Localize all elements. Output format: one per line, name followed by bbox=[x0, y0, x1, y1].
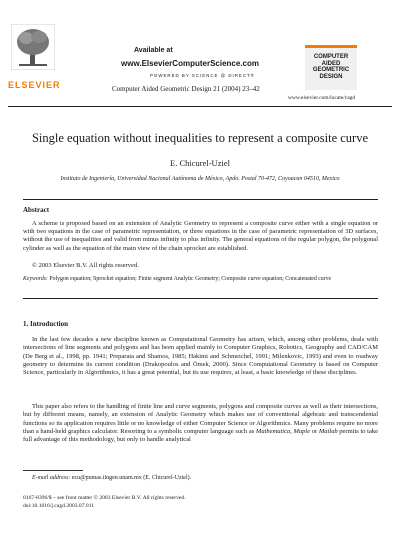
journal-cover-title: COMPUTER AIDED GEOMETRIC DESIGN bbox=[312, 54, 350, 80]
article-title: Single equation without inequalities to represent a composite curve bbox=[31, 131, 369, 145]
powered-by-label: POWERED BY SCIENCE @ DIRECT® bbox=[150, 73, 255, 78]
abstract-heading: Abstract bbox=[23, 206, 50, 214]
author-affiliation: Instituto de Ingeniería, Universidad Nacional Autónoma de México, Apdo. Postal 70-472, Coyoacan 04510, Mexico bbox=[60, 176, 340, 182]
elsevier-tree-logo bbox=[11, 24, 55, 70]
journal-citation: Computer Aided Geometric Design 21 (2004) 23–42 bbox=[112, 85, 260, 93]
intro-paragraph-2: This paper also refers to the handling of finite line and curve segments, polygons and composite curves as well as their intersections, but by different means, namely, an extension of Analytic Geometry which makes use of conventional algebraic and transcendental functions so its application requires little or no knowledge of either Computer Science or Algorithmics. Many problems require no more than a hand-held graphics calculator. Resorting to a symbolic computer language such as Mathematica, Maple or Matlab permits to take full advantage of this methodology, but only to handle analytical bbox=[23, 403, 378, 444]
doi-line[interactable]: doi:10.1016/j.cagd.2003.07.011 bbox=[23, 502, 95, 509]
software-mathematica: Mathematica bbox=[255, 428, 291, 436]
article-author: E. Chicurel-Uziel bbox=[170, 158, 230, 168]
keywords-list: Polygon equation; Sprocket equation; Finite segment Analytic Geometry; Composite curve equation; Concatenated curve bbox=[49, 276, 332, 282]
abstract-bottom-rule bbox=[23, 298, 378, 299]
issn-line: 0167-8396/$ – see front matter © 2003 Elsevier B.V. All rights reserved. bbox=[23, 495, 186, 501]
abstract-top-rule bbox=[23, 199, 378, 200]
email-address[interactable]: ecu@pumas.iingen.unam.mx (E. Chicurel-Uziel). bbox=[70, 475, 192, 481]
issn-doi-block bbox=[23, 495, 186, 510]
section-heading-introduction: 1. Introduction bbox=[23, 320, 68, 328]
header-rule bbox=[8, 106, 392, 107]
available-online-label: Available at bbox=[134, 47, 173, 54]
author-email-footnote bbox=[32, 475, 191, 481]
intro-paragraph-1: In the last few decades a new discipline known as Computational Geometry has arisen, which, among other problems, deals with intersections of line segments and polygons and has been applied mainly to Computer Graphics, Robotics, Geography and CAD/CAM (De Berg et al., 1998, pp. 1941; Preparata and Shamos, 1985; Hakimi and Schmeichel, 1991; Milenkovic, 1993) and even to roadway geometry to determine its current condition (Drakopoulos and Ömek, 2000). Since Computational Geometry is based on Computer Science, particularly in Algorithmics, it has a great potential, but its use requires, at least, a basic knowledge of these disciplines. bbox=[23, 336, 378, 377]
website-link[interactable]: www.ElsevierComputerScience.com bbox=[121, 59, 259, 68]
software-maple: Maple bbox=[293, 428, 311, 436]
footnote-rule bbox=[23, 470, 83, 471]
keywords bbox=[23, 276, 378, 284]
email-label: E-mail address: bbox=[32, 475, 71, 481]
journal-url[interactable]: www.elsevier.com/locate/cagd bbox=[288, 95, 356, 101]
keywords-label: Keywords: bbox=[23, 276, 48, 282]
abstract-body: A scheme is proposed based on an extension of Analytic Geometry to represent a composite curve either with a single equation or with two equations in the case of parametric representation, or three equations in the case of parametric representation of 3D surfaces, without the use of inequalities and valid from minus infinity to plus infinity. The general equations of the regular polygon, the polygonal cylinder as well as the equation of the main view of the chain sprocket are established. bbox=[23, 220, 378, 252]
abstract-copyright: © 2003 Elsevier B.V. All rights reserved. bbox=[32, 262, 139, 269]
publisher-logo-text: ELSEVIER bbox=[8, 80, 61, 90]
software-matlab: Matlab bbox=[318, 428, 338, 436]
